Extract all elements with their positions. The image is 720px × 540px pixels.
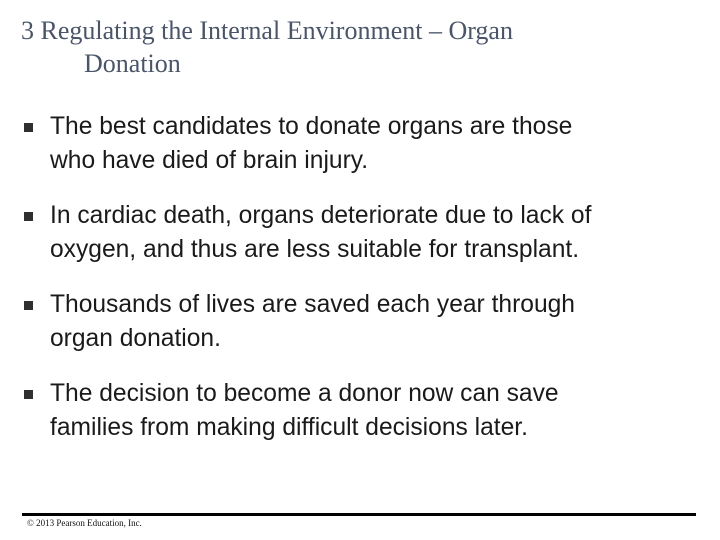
bullet-text-line: The decision to become a donor now can save: [50, 380, 559, 407]
slide-title-line: 3 Regulating the Internal Environment – Organ: [21, 16, 513, 45]
slide-title-line: Donation: [84, 49, 181, 78]
square-bullet-icon: [24, 212, 33, 221]
bullet-text-line: Thousands of lives are saved each year through: [50, 291, 575, 318]
bullet-text-line: In cardiac death, organs deteriorate due to lack of: [50, 202, 592, 229]
bullet-text-line: organ donation.: [50, 325, 221, 352]
bullet-text-line: oxygen, and thus are less suitable for transplant.: [50, 236, 580, 263]
bullet-text: [50, 288, 694, 356]
bullet-text: [50, 110, 694, 178]
bullet-text-line: The best candidates to donate organs are those: [50, 113, 573, 140]
square-bullet-icon: [24, 301, 33, 310]
bullet-text: [50, 377, 694, 445]
slide-title: [21, 14, 701, 80]
bullet-text-line: who have died of brain injury.: [50, 147, 369, 174]
square-bullet-icon: [24, 390, 33, 399]
bullet-item: [24, 288, 694, 356]
bullet-text: [50, 199, 694, 267]
bullet-item: [24, 199, 694, 267]
footer-divider: [22, 513, 696, 516]
bullet-text-line: families from making difficult decisions later.: [50, 414, 528, 441]
bullet-item: [24, 110, 694, 178]
bullet-item: [24, 377, 694, 445]
copyright-notice: © 2013 Pearson Education, Inc.: [27, 518, 142, 528]
square-bullet-icon: [24, 123, 33, 132]
